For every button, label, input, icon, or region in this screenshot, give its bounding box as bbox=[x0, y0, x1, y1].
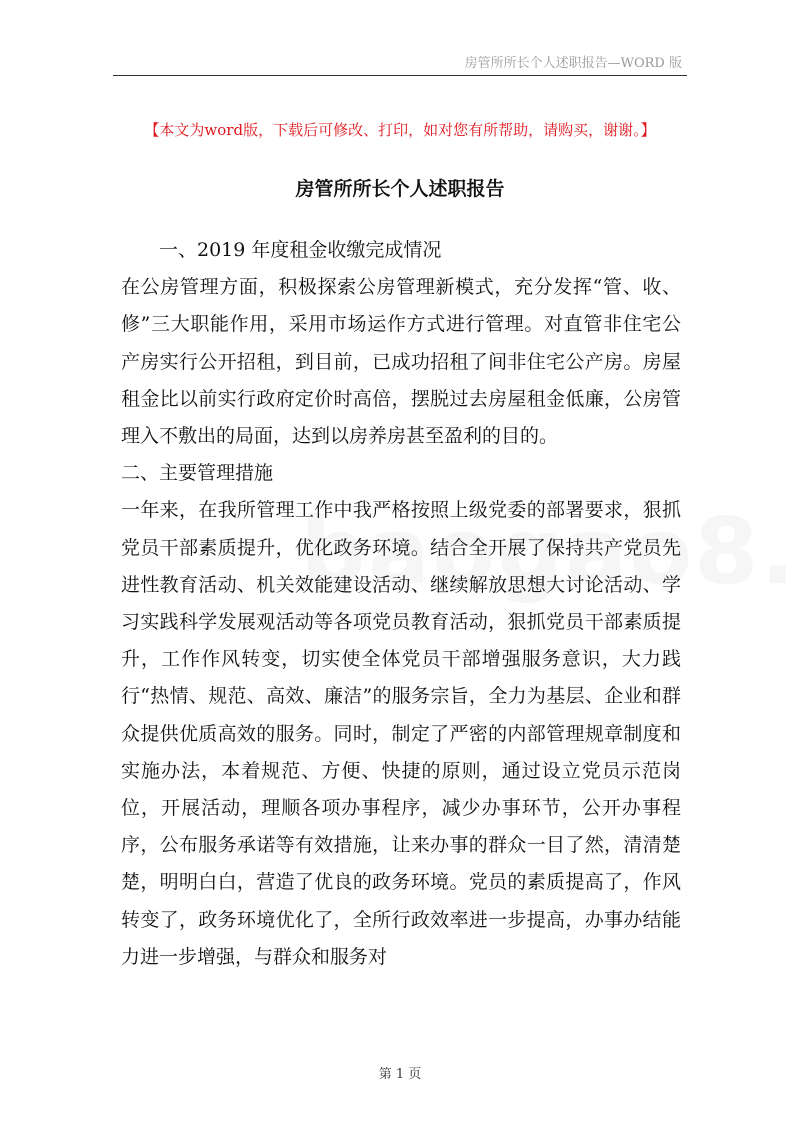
document-body bbox=[121, 232, 681, 976]
header-divider bbox=[113, 75, 687, 76]
running-header: 房管所所长个人述职报告—WORD 版 bbox=[464, 56, 682, 71]
section-paragraph: 在公房管理方面，积极探索公房管理新模式，充分发挥“管、收、修”三大职能作用，采用市场运作方式进行管理。对直管非住宅公产房实行公开招租，到目前，已成功招租了间非住宅公产房。房屋租金比以前实行政府定价时高倍，摆脱过去房屋租金低廉，公房管理入不敷出的局面，达到以房养房甚至盈利的目的。 bbox=[121, 276, 681, 448]
section-heading: 一、2019 年度租金收缴完成情况 bbox=[159, 239, 442, 261]
page-number: 第 1 页 bbox=[378, 1067, 422, 1082]
download-notice: 【本文为word版，下载后可修改、打印，如对您有所帮助，请购买，谢谢。】 bbox=[144, 121, 656, 139]
section-heading: 二、主要管理措施 bbox=[121, 462, 274, 485]
section-paragraph: 一年来，在我所管理工作中我严格按照上级党委的部署要求，狠抓党员干部素质提升，优化政务环境。结合全开展了保持共产党员先进性教育活动、机关效能建设活动、继续解放思想大讨论活动、学习实践科学发展观活动等各项党员教育活动，狠抓党员干部素质提升，工作作风转变，切实使全体党员干部增强服务意识，大力践行“热情、规范、高效、廉洁”的服务宗旨，全力为基层、企业和群众提供优质高效的服务。同时，制定了严密的内部管理规章制度和实施办法，本着规范、方便、快捷的原则，通过设立党员示范岗位，开展活动，理顺各项办事程序，减少办事环节，公开办事程序，公布服务承诺等有效措施，让来办事的群众一目了然，清清楚楚，明明白白，营造了优良的政务环境。党员的素质提高了，作风转变了，政务环境优化了，全所行政效率进一步提高，办事办结能力进一步增强，与群众和服务对 bbox=[121, 499, 681, 968]
document-title: 房管所所长个人述职报告 bbox=[295, 178, 505, 200]
